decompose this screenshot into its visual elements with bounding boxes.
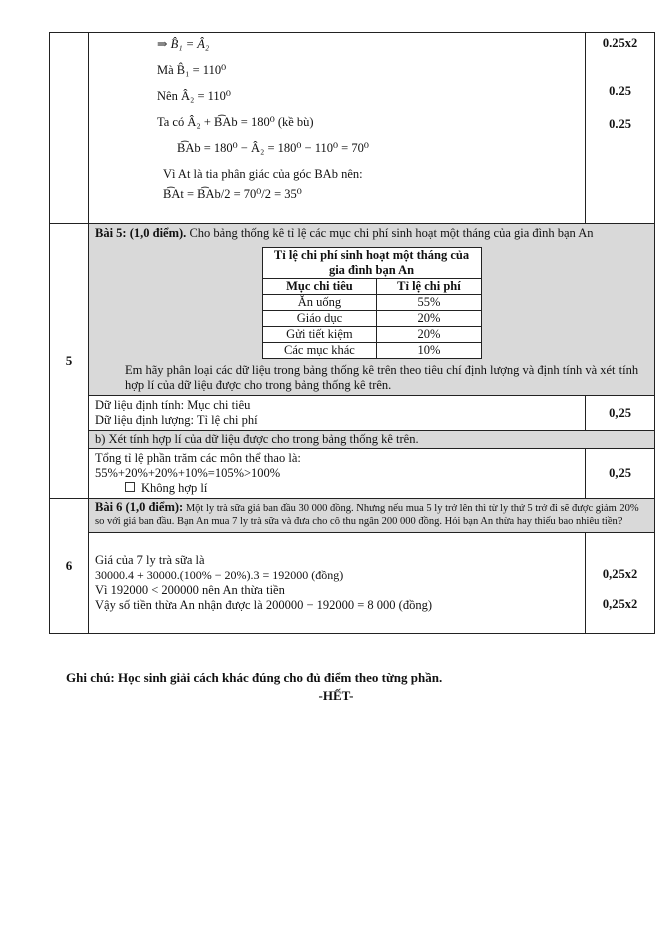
answer-line: Tổng tỉ lệ phần trăm các môn thể thao là: — [95, 451, 301, 465]
row-geometry-continuation — [50, 33, 655, 224]
answer-table — [49, 32, 655, 634]
row-bai5-answer-b — [50, 449, 655, 499]
solution-line: Mà B̂₁ = 110⁰ — [157, 63, 227, 77]
stat-table-title: Tỉ lệ chi phí sinh hoạt một tháng của gia đình bạn An — [262, 248, 481, 279]
bai6-answer-cell — [89, 533, 586, 634]
stat-row: Gửi tiết kiệm 20% — [262, 327, 481, 343]
geometry-score-cell — [586, 33, 655, 224]
stat-row: Giáo dục 20% — [262, 311, 481, 327]
score-value: 0,25 — [609, 466, 631, 480]
bai5-title: Bài 5: (1,0 điểm). — [95, 226, 187, 240]
stat-row: Ăn uống 55% — [262, 295, 481, 311]
part-b-heading: b) Xét tính hợp lí của dữ liệu được cho trong bảng thống kê trên. — [95, 432, 419, 446]
answer-line: Dữ liệu định lượng: Tỉ lệ chi phí — [95, 413, 258, 427]
answer-line: 30000.4 + 30000.(100% − 20%).3 = 192000 (đồng) — [95, 568, 344, 582]
bai5-score-b-cell — [586, 449, 655, 499]
score-value: 0,25x2 — [602, 567, 638, 581]
geometry-solution-cell — [89, 33, 586, 224]
bai6-prompt: Một ly trà sữa giá ban đầu 30 000 đồng. Nhưng nếu mua 5 ly trở lên thì từ ly thứ 5 trở đi sẽ được giảm 20% so với giá ban đầu. Bạn An mua 7 ly trà sữa và đưa cho cô thu ngân 200 000 đồng. Hỏi bạn An thừa hay thiếu bao nhiêu tiền? — [95, 503, 639, 527]
score-value: 0,25 — [609, 405, 631, 420]
answer-line: Vậy số tiền thừa An nhận được là 200000 − 192000 = 8 000 (đồng) — [95, 598, 432, 612]
solution-line: B͡Ab = 180⁰ − Â₂ = 180⁰ − 110⁰ = 70⁰ — [177, 141, 369, 155]
bai6-question-cell — [89, 499, 655, 533]
expense-stat-table — [262, 247, 482, 359]
solution-line: Nên Â₂ = 110⁰ — [157, 89, 231, 103]
score-value: 0,25x2 — [602, 597, 638, 611]
bai6-score-cell — [586, 533, 655, 634]
answer-line: Dữ liệu định tính: Mục chi tiêu — [95, 398, 251, 412]
score-value: 0.25x2 — [602, 36, 638, 50]
solution-line: ⇒ B̂₁ = Â₂ — [157, 37, 210, 51]
bai5-question-cell — [89, 224, 655, 396]
bai5-prompt: Cho bảng thống kê tỉ lệ các mục chi phí sinh hoạt một tháng của gia đình bạn An — [186, 226, 594, 240]
row-bai5-answer-a — [50, 396, 655, 431]
bai6-title: Bài 6 (1,0 điểm): — [95, 500, 184, 514]
bai5-answer-a-cell — [89, 396, 586, 431]
solution-line: Vì At là tia phân giác của góc BAb nên: — [163, 167, 363, 181]
bai5-answer-b-cell — [89, 449, 586, 499]
score-value: 0.25 — [609, 117, 631, 131]
bai5-part-b-cell — [89, 431, 655, 449]
score-value: 0.25 — [609, 84, 631, 98]
footer-note: Ghi chú: Học sinh giải cách khác đúng cho đủ điểm theo từng phần. — [66, 670, 443, 685]
solution-line: B͡At = B͡Ab/2 = 70⁰/2 = 35⁰ — [163, 187, 302, 201]
answer-line: Giá của 7 ly trà sữa là — [95, 553, 205, 567]
bai5-question-text: Em hãy phân loại các dữ liệu trong bảng thống kê trên theo tiêu chí định lượng và định tính và xét tính hợp lí của dữ liệu được cho trong bảng thống kê trên. — [125, 363, 639, 392]
stat-col-header: Tỉ lệ chi phí — [377, 279, 481, 295]
row-bai6-answer — [50, 533, 655, 634]
row-bai5-question — [50, 224, 655, 396]
stat-col-header: Mục chi tiêu — [262, 279, 377, 295]
row-bai6-question — [50, 499, 655, 533]
answer-line: 55%+20%+20%+10%=105%>100% — [95, 466, 281, 480]
solution-line: Ta có Â₂ + B͡Ab = 180⁰ (kề bù) — [157, 115, 314, 129]
checkbox-icon — [125, 482, 135, 492]
bai5-score-a-cell — [586, 396, 655, 431]
stat-row: Các mục khác 10% — [262, 343, 481, 359]
row-number-empty — [50, 33, 89, 224]
row-bai5-part-b — [50, 431, 655, 449]
row-number: 6 — [50, 499, 89, 634]
end-marker: -HẾT- — [318, 688, 354, 703]
answer-line: Vì 192000 < 200000 nên An thừa tiền — [95, 583, 285, 597]
answer-line: Không hợp lí — [95, 481, 579, 496]
row-number: 5 — [50, 224, 89, 499]
